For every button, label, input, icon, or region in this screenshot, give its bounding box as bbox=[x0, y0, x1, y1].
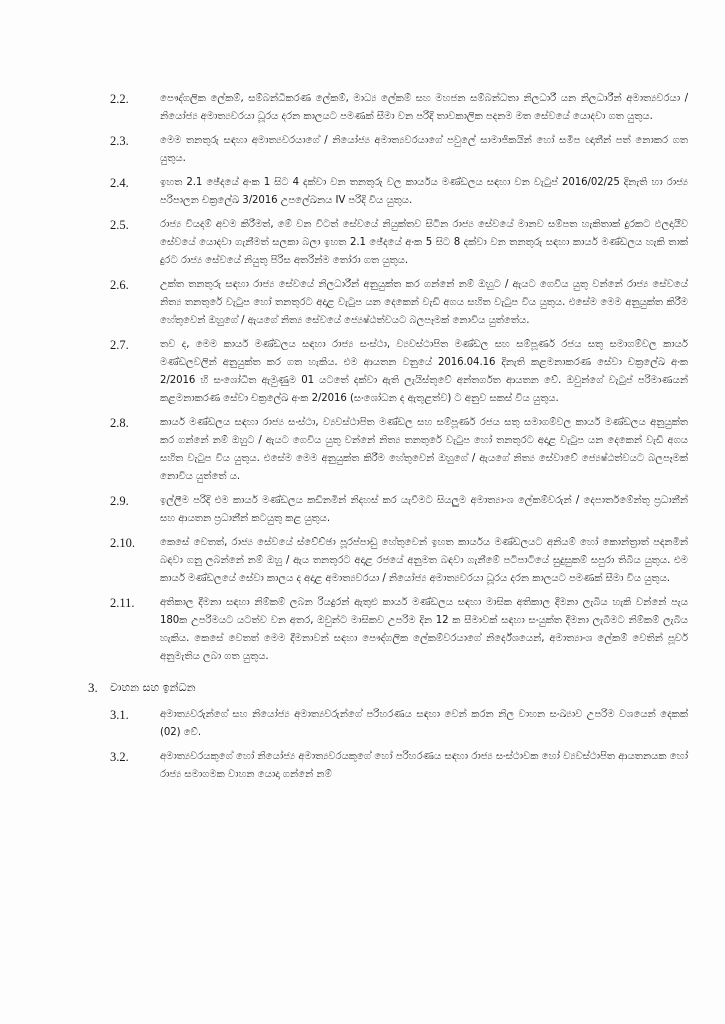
section-heading bbox=[88, 680, 688, 696]
clause-number: 2.11. bbox=[110, 596, 135, 610]
clause-2-11 bbox=[88, 594, 688, 666]
clause-number: 2.6. bbox=[110, 278, 129, 292]
clause-2-6 bbox=[88, 276, 688, 330]
clause-2-7 bbox=[88, 336, 688, 408]
clause-number: 2.9. bbox=[110, 494, 129, 508]
clause-2-3 bbox=[88, 132, 688, 168]
clause-number: 2.5. bbox=[110, 218, 129, 232]
clause-text: අතිකාල දීමනා සඳහා නිම්කම් ලබන රියදුරන් ඇතුළු කාර්ය මණ්ඩලය සඳහා මාසික අතිකාල දීමනා ලැබිය හැකි වන්නේ පැය 180ක උපරිමයට යටත්ව වන අතර, ඔවුන්ට මාසිකව උපරිම දින 12 ක සීමාවක් සඳහා සංයුක්ත දීමනා ලැබීමට නිම්කම් ලැබිය හැකිය. කෙසේ වෙතත් මෙම දීමනාවන් සඳහා පෞද්ගලික ලේකම්වරයාගේ නිර්දේශයෙන්, අමාත්‍යාංශ ලේකම් වෙතින් පූර්ව අනුමැතිය ලබා ගත යුතුය. bbox=[160, 597, 688, 662]
clause-number: 2.10. bbox=[110, 536, 135, 550]
clause-text: ඉල්ලීම පරිදි එම කාර්ය මණ්ඩලය කඩිනමින් නිදහස් කර යැවීමට සියලුම අමාත්‍යාංශ ලේකම්වරුන් / දෙපාර්තමේන්තු ප්‍රධානීන් සහ ආයතන ප්‍රධානීන් කටයුතු කළ යුතුය. bbox=[160, 495, 688, 524]
clause-number: 2.3. bbox=[110, 134, 129, 148]
section-number: 3. bbox=[88, 680, 98, 695]
clause-text: ඉහත 2.1 ඡේදයේ අංක 1 සිට 4 දක්වා වන තනතුරු වල කාර්යය මණ්ඩලය සඳහා වන වැටුප් 2016/02/25 දිනැති හා රාජ්‍ය පරිපාලන චක්‍රලේඛ 3/2016 උපලේඛනය IV පරිදි විය යුතුය. bbox=[160, 177, 688, 206]
clause-text: අමාත්‍යවරයකුගේ හෝ නියෝජ්‍ය අමාත්‍යවරයකුගේ හෝ පරිහරණය සඳහා රාජ්‍ය සංස්ථාවක හෝ ව්‍යවස්ථාපිත ආයතනයක හෝ රාජ්‍ය සමාගමක වාහන යොදා ගන්නේ නම් bbox=[160, 751, 688, 780]
clause-2-4 bbox=[88, 174, 688, 210]
clause-text: මෙම තනතුරු සඳහා අමාත්‍යවරයාගේ / නියෝජ්‍ය අමාත්‍යවරයාගේ පවුලේ සාමාජිකයින් හෝ සමීප ඥාතීන් පත් නොකර ගත යුතුය. bbox=[160, 135, 688, 164]
clause-2-10 bbox=[88, 534, 688, 588]
clause-number: 2.4. bbox=[110, 176, 129, 190]
clause-number: 3.2. bbox=[110, 750, 129, 764]
clause-text: උක්ත තනතුරු සඳහා රාජ්‍ය සේවයේ නිලධාරීන් අනුයුක්ත කර ගන්නේ නම් ඔහුට / ඇයට ගෙවිය යුතු වන්නේ රාජ්‍ය සේවයේ නිත්‍ය තනතුරේ වැටුප හෝ තනතුරට අදාළ වැටුප යන දෙකෙන් වැඩි අගය සහිත වැටුප විය යුතුය. එසේම මෙම අනුයුක්ත කිරීම හේතුවෙන් ඔහුගේ / ඇයගේ නිත්‍ය සේවයේ ජ්‍යෙෂ්ඨත්වයට බලපෑමක් නොවිය යුත්තේය. bbox=[160, 279, 688, 326]
clause-2-5 bbox=[88, 216, 688, 270]
clause-text: අමාත්‍යවරුන්ගේ සහ නියෝජ්‍ය අමාත්‍යවරුන්ගේ පරිහරණය සඳහා වෙන් කරන නිල වාහන සංඛ්‍යාව උපරිම වශයෙන් දෙකක් (02) වේ. bbox=[160, 709, 688, 738]
clause-number: 2.2. bbox=[110, 92, 129, 106]
clause-3-1 bbox=[88, 706, 688, 742]
clause-text: රාජ්‍ය වියදම් අවම කිරීමත්, මේ වන විටත් සේවයේ නියුක්තව සිටින රාජ්‍ය සේවයේ මානව සම්පත හැකිතාක් දුරකට ඵලදායීව සේවයේ යොදවා ගැනීමත් සලකා බලා ඉහත 2.1 ඡේදයේ අංක 5 සිට 8 දක්වා වන තනතුරු සඳහා කාර්ය මණ්ඩලය හැකි තාක් දුරට රාජ්‍ය සේවයේ නියුතු පිරිස අතරින්ම තෝරා ගත යුතුය. bbox=[160, 219, 688, 266]
clause-text: කාර්ය මණ්ඩලය සඳහා රාජ්‍ය සංස්ථා, ව්‍යවස්ථාපිත මණ්ඩල සහ සම්පූර්ණ රජය සතු සමාගම්වල කාර්ය මණ්ඩලය අනුයුක්ත කර ගන්නේ නම් ඔහුට / ඇයට ගෙවිය යුතු වන්නේ නිත්‍ය තනතුරේ වැටුප හෝ තනතුරට අදාළ වැටුප යන දෙකෙන් වැඩි අගය සහිත වැටුප විය යුතුය. එසේම මෙම අනුයුක්ත කිරීම හේතුවෙන් ඔහුගේ / ඇයගේ නිත්‍ය සේවාවේ ජ්‍යෙෂ්ඨත්වයට බලපෑමක් නොවිය යුත්තේ ය. bbox=[160, 417, 688, 482]
clause-2-9 bbox=[88, 492, 688, 528]
clause-text: පෞද්ගලික ලේකම්, සම්බන්ධීකරණ ලේකම්, මාධ්‍ය ලේකම් සහ මහජන සම්බන්ධතා නිලධාරී යන නිලධාරීන් අමාත්‍යවරයා / නියෝජ්‍ය අමාත්‍යවරයා ධූරය දරන කාලයට පමණක් සීමා වන පරිදි තාවකාලික පදනම මත සේවයේ යොදවා ගත යුතුය. bbox=[160, 93, 688, 122]
clause-number: 2.8. bbox=[110, 416, 129, 430]
clause-number: 3.1. bbox=[110, 708, 129, 722]
clause-3-2 bbox=[88, 748, 688, 784]
clause-number: 2.7. bbox=[110, 338, 129, 352]
clause-text: තව ද, මෙම කාර්ය මණ්ඩලය සඳහා රාජ්‍ය සංස්ථා, ව්‍යවස්ථාපිත මණ්ඩල සහ සම්පූර්ණ රජය සතු සමාගම්වල කාර්ය මණ්ඩලවලින් අනුයුක්ත කර ගත හැකිය. එම ආයතන වනුයේ 2016.04.16 දිනැති කළමනාකරණ සේවා චක්‍රලේඛ අංක 2/2016 හි සංශෝධිත ඇමුණුම 01 යටතේ දක්වා ඇති ලැයිස්තුවේ අන්තර්ගත ආයතන වේ. ඔවුන්ගේ වැටුප් පරිමාණයන් කළමනාකරණ සේවා චක්‍රලේඛ අංක 2/2016 (සංශෝධන ද ඇතුළත්ව) ට අනුව සකස් විය යුතුය. bbox=[160, 339, 688, 404]
clause-text: කෙසේ වෙතත්, රාජ්‍ය සේවයේ ස්වේච්ඡා පූරප්පාඩු හේතුවෙන් ඉහත කාර්යය මණ්ඩලයට අනියම් හෝ කොන්ත්‍රාත් පදනමින් බඳවා ගනු ලබන්නේ නම් ඔහු / ඇය තනතුරට අදාළ රජයේ අනුමත බඳවා ගැනීමේ පටිපාටියේ සුදුසුකම් සපුරා තිබිය යුතුය. එම කාර්ය මණ්ඩලයේ සේවා කාලය ද අදාළ අමාත්‍යවරයා / නියෝජ්‍ය අමාත්‍යවරයා ධූරය දරන කාලයට පමණක් සීමා විය යුතුය. bbox=[160, 537, 688, 584]
section-title: වාහන සහ ඉන්ධන bbox=[110, 681, 196, 694]
document-content bbox=[88, 90, 688, 790]
clause-2-8 bbox=[88, 414, 688, 486]
clause-2-2 bbox=[88, 90, 688, 126]
